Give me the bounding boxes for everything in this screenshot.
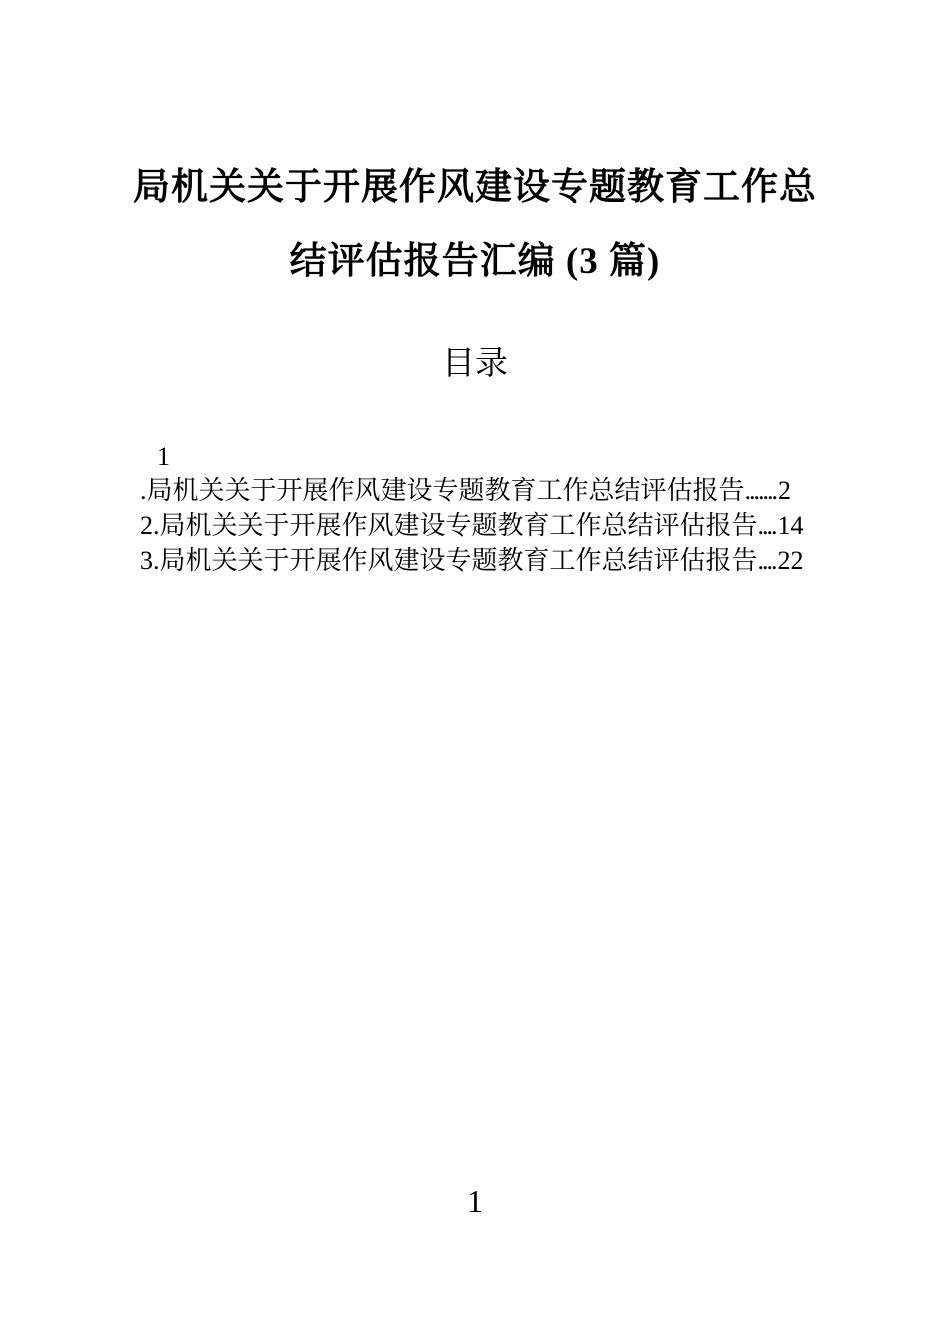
toc-entry-3-leader-dots: .... [757, 546, 776, 575]
toc-orphan-entry-number: 1 [157, 442, 170, 471]
toc-entry-1-page-number: 2 [778, 476, 792, 505]
toc-entry-1[interactable] [140, 473, 820, 508]
toc-entry-1-leader-dots: ....... [744, 476, 777, 505]
title-line-1: 局机关关于开展作风建设专题教育工作总 [133, 167, 817, 208]
toc-entry-3[interactable] [140, 543, 820, 578]
toc-entry-3-text: 3.局机关关于开展作风建设专题教育工作总结评估报告 [140, 546, 758, 575]
toc-entry-2-text: 2.局机关关于开展作风建设专题教育工作总结评估报告 [140, 511, 758, 540]
table-of-contents [140, 440, 820, 578]
toc-entry-1-text: .局机关关于开展作风建设专题教育工作总结评估报告 [140, 476, 745, 505]
toc-entry-2[interactable] [140, 508, 820, 543]
toc-entry-2-leader-dots: .... [757, 511, 776, 540]
toc-heading: 目录 [442, 346, 508, 382]
footer-page-number: 1 [467, 1183, 483, 1219]
toc-entry-3-page-number: 22 [777, 546, 804, 575]
toc-entry-2-page-number: 14 [777, 511, 804, 540]
title-line-2: 结评估报告汇编 (3 篇) [289, 241, 661, 282]
document-title [0, 151, 950, 299]
